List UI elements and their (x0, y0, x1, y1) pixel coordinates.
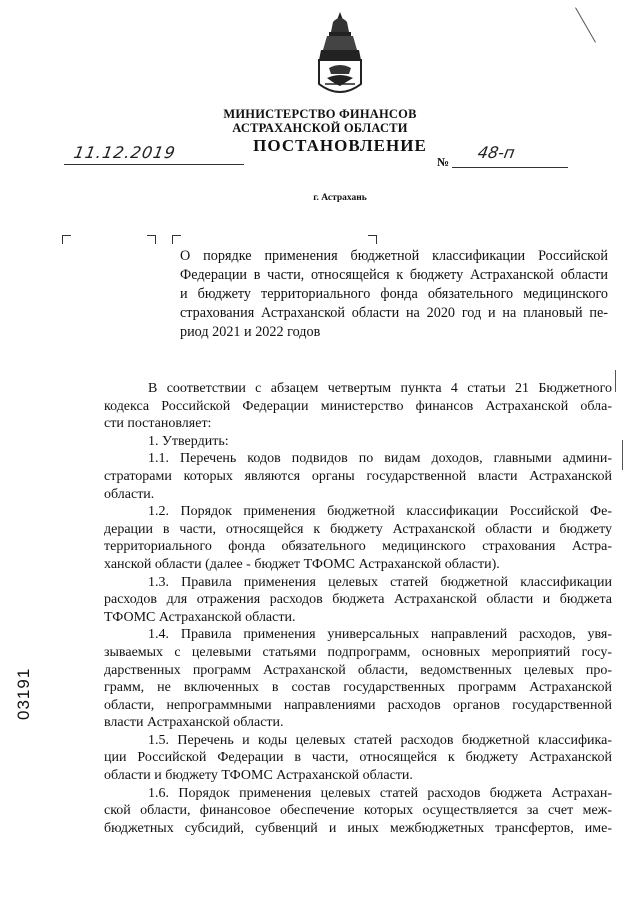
body-line: 1.5. Перечень и коды целевых статей расходов бюджетной классифика- (148, 732, 612, 748)
body-line: 1.1. Перечень кодов подвидов по видам доходов, главными админи- (148, 451, 612, 467)
document-type-title: ПОСТАНОВЛЕНИЕ (253, 136, 427, 155)
ministry-name-line1: МИНИСТЕРСТВО ФИНАНСОВ (223, 107, 417, 121)
body-line: 1.3. Правила применения целевых статей бюджетной классификации (148, 574, 612, 590)
body-line: 1.2. Порядок применения бюджетной классификации Российской Фе- (148, 504, 612, 520)
document-date: 11.12.2019 (72, 143, 178, 162)
body-line: 1. Утвердить: (148, 433, 229, 449)
number-sign: № (437, 155, 450, 169)
body-line: территориального фонда обязательного медицинского страхования Астра- (104, 539, 612, 555)
body-line: бюджетных субсидий, субвенций и иных межбюджетных трансфертов, име- (104, 820, 612, 836)
subject-line: О порядке применения бюджетной классификации Российской (180, 248, 608, 264)
body-line: расходов для отражения расходов бюджета Астраханской области и бюджета (104, 592, 612, 608)
coat-of-arms-icon (313, 10, 367, 102)
bracket-corner (172, 235, 181, 244)
date-underline (64, 164, 244, 165)
city-label: г. Астрахань (313, 193, 367, 203)
body-line: 1.6. Порядок применения целевых статей расходов бюджета Астрахан- (148, 785, 612, 801)
body-line: 1.4. Правила применения универсальных направлений расходов, увя- (148, 627, 612, 643)
body-line: дерации в части, относящейся к бюджету Астраханской области и бюджету (104, 521, 612, 537)
body-line: грамм, не включенных в состав государственных программ Астраханской (104, 680, 612, 696)
bracket-corner (147, 235, 156, 244)
number-underline (452, 167, 568, 168)
body-line: ции Российской Федерации в части, относящейся к бюджету Астраханской (104, 750, 612, 766)
subject-line: страхования Астраханской области на 2020 год и на плановый пе- (180, 305, 608, 321)
body-line: В соответствии с абзацем четвертым пункта 4 статьи 21 Бюджетного (148, 381, 612, 396)
ministry-name-line2: АСТРАХАНСКОЙ ОБЛАСТИ (232, 121, 408, 135)
body-line: сти постановляет: (104, 416, 212, 432)
document-number: 48-п (476, 143, 517, 162)
subject-line: Федерации в части, относящейся к бюджету Астраханской области (180, 267, 608, 283)
subject-line: и бюджету территориального фонда обязательного медицинского (180, 286, 608, 302)
body-line: области, непрограммными направлениями расходов органов государственной (104, 697, 612, 713)
body-line: кодекса Российской Федерации министерство финансов Астраханской обла- (104, 398, 612, 414)
scan-artifact (615, 370, 616, 392)
body-line: области и бюджету ТФОМС Астраханской области. (104, 768, 413, 784)
registration-number: 03191 (14, 667, 33, 720)
scan-artifact (622, 440, 623, 470)
body-line: власти Астраханской области. (104, 715, 284, 731)
body-line: ТФОМС Астраханской области. (104, 609, 296, 625)
bracket-corner (368, 235, 377, 244)
bracket-corner (62, 235, 71, 244)
body-line: дарственных программ Астраханской области, ведомственных целевых про- (104, 662, 612, 678)
body-line: ской области, финансовое обеспечение которых осуществляется за счет меж- (104, 803, 612, 819)
body-line: ханской области (далее - бюджет ТФОМС Астраханской области). (104, 556, 500, 572)
body-line: зываемых с целевыми статьями подпрограмм, основных мероприятий госу- (104, 644, 612, 660)
document-body (104, 380, 612, 837)
scan-artifact (575, 7, 596, 42)
body-line: страторами которых являются органы государственной власти Астраханской (104, 468, 612, 484)
document-subject (180, 247, 608, 342)
subject-line: риод 2021 и 2022 годов (180, 324, 321, 340)
body-line: области. (104, 486, 155, 502)
